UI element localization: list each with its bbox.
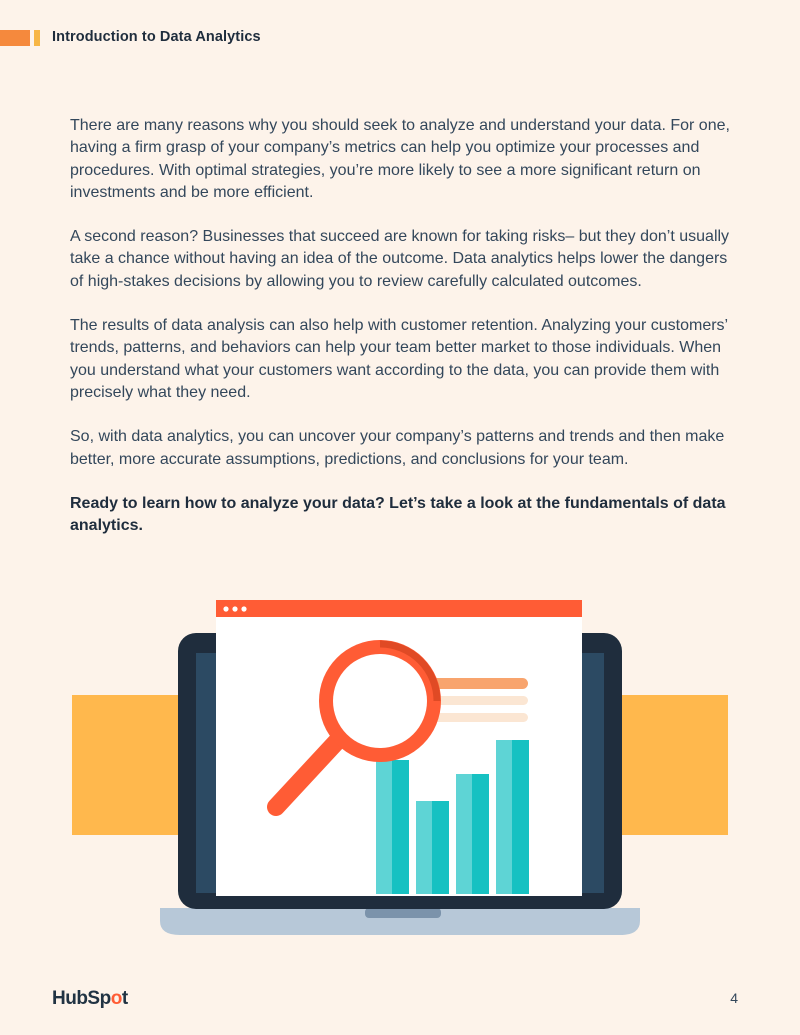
body-content (70, 115, 730, 559)
callout-text: Ready to learn how to analyze your data? Let’s take a look at the fundamentals of data analytics. (70, 494, 726, 535)
hubspot-logo (52, 988, 128, 1010)
right-yellow-panel (616, 695, 728, 835)
logo-text-prefix: HubSp (52, 988, 111, 1009)
logo-sprocket-o: o (110, 988, 122, 1009)
paragraph-2: A second reason? Businesses that succeed are known for taking risks– but they don’t usually take a chance without having an idea of the outcome. Data analytics helps lower the dangers of high-stakes decisions by allowing you to review carefully calculated outcomes. (70, 228, 730, 290)
header-title: Introduction to Data Analytics (52, 29, 261, 45)
window-dot (232, 606, 237, 611)
paragraph-1: There are many reasons why you should seek to analyze and understand your data. For one, having a firm grasp of your company’s metrics can help you optimize your processes and procedures. With optimal strategies, you’re more likely to see a more significant return on investments and be more efficient. (70, 117, 730, 201)
window-dot (241, 606, 246, 611)
window-dot (223, 606, 228, 611)
browser-titlebar (216, 600, 582, 617)
logo-text-suffix: t (121, 988, 128, 1009)
laptop-notch (365, 908, 441, 918)
paragraph-3: The results of data analysis can also help with customer retention. Analyzing your customers’ trends, patterns, and behaviors can help your team better market to those individuals. When you understand what your customers want according to the data, you can provide them with precisely what they need. (70, 317, 728, 401)
page-number: 4 (730, 990, 738, 1006)
page-header (0, 28, 400, 48)
laptop-analytics-illustration (0, 595, 800, 955)
header-accent-bar (0, 30, 30, 46)
left-yellow-panel (72, 695, 184, 835)
header-accent-stripe (34, 30, 40, 46)
paragraph-4: So, with data analytics, you can uncover your company’s patterns and trends and then make better, more accurate assumptions, predictions, and conclusions for your team. (70, 428, 725, 468)
